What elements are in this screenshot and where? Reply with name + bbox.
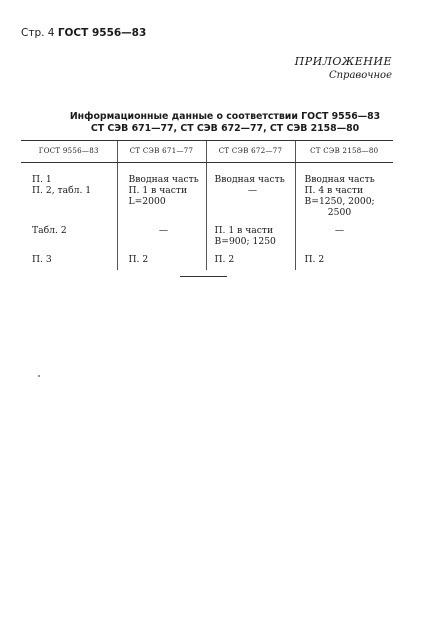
cell-line: П. 1 в части — [128, 185, 188, 196]
page-header — [21, 27, 146, 39]
cell-line: 2500 — [327, 207, 352, 218]
cell-line: B=1250, 2000; — [304, 196, 375, 207]
table-row — [21, 223, 393, 252]
cell-line: Вводная часть — [214, 174, 285, 185]
table-cell — [21, 223, 117, 252]
table-cell — [295, 252, 393, 270]
header-st-sev-671: СТ СЭВ 671—77 — [117, 141, 206, 163]
cell-line: П. 2 — [128, 254, 149, 265]
cell-line: — — [334, 225, 345, 236]
appendix-type: Справочное — [328, 70, 392, 81]
table-cell — [117, 223, 206, 252]
title-line-1: Информационные данные о соответствии ГОСТ 9556—83 — [69, 111, 381, 122]
standard-number: ГОСТ 9556—83 — [57, 27, 147, 39]
cell-line: L=2000 — [128, 196, 166, 207]
table-header-row — [21, 141, 393, 163]
title-line-2: СТ СЭВ 671—77, СТ СЭВ 672—77, СТ СЭВ 2158—80 — [90, 123, 360, 134]
header-st-sev-2158: СТ СЭВ 2158—80 — [295, 141, 393, 163]
table-row — [21, 163, 393, 224]
table-cell — [117, 252, 206, 270]
appendix-heading — [295, 55, 392, 81]
cell-line: П. 1 — [32, 174, 52, 185]
cell-line: — — [158, 225, 169, 236]
table-cell — [206, 252, 295, 270]
end-rule — [180, 276, 227, 277]
table-cell — [295, 163, 393, 224]
cell-line: Вводная часть — [304, 174, 375, 185]
table-cell — [21, 163, 117, 224]
cell-line: П. 2, табл. 1 — [32, 185, 92, 196]
table-cell — [295, 223, 393, 252]
cell-line: Табл. 2 — [32, 225, 67, 236]
page-number: Стр. 4 — [21, 27, 55, 39]
header-st-sev-672: СТ СЭВ 672—77 — [206, 141, 295, 163]
cell-line: П. 2 — [304, 254, 325, 265]
cell-line: — — [247, 185, 258, 196]
header-gost: ГОСТ 9556—83 — [21, 141, 117, 163]
cell-line: П. 1 в части — [214, 225, 274, 236]
table-cell — [206, 163, 295, 224]
cell-line: B=900; 1250 — [214, 236, 276, 247]
cell-line: Вводная часть — [128, 174, 199, 185]
table-cell — [117, 163, 206, 224]
table-cell — [21, 252, 117, 270]
table-title — [60, 111, 390, 135]
cell-line: П. 4 в части — [304, 185, 364, 196]
appendix-label: ПРИЛОЖЕНИЕ — [294, 55, 392, 68]
cell-line: П. 3 — [32, 254, 52, 265]
cell-line: П. 2 — [214, 254, 235, 265]
table-cell — [206, 223, 295, 252]
table-row — [21, 252, 393, 270]
correspondence-table — [21, 140, 393, 270]
speck — [38, 375, 40, 377]
